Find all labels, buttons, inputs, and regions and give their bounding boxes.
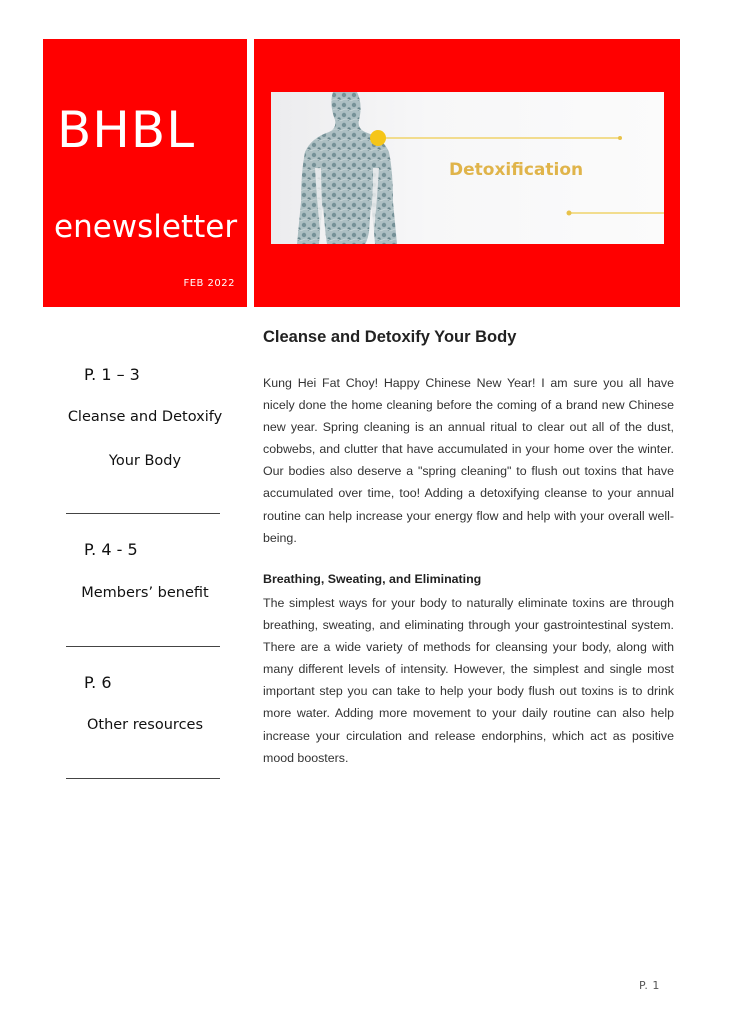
newsletter-subtitle: enewsletter <box>54 209 238 245</box>
page-number: P. 1 <box>639 979 660 992</box>
masthead-panel <box>43 39 247 307</box>
toc-title-1-line2: Your Body <box>108 453 182 469</box>
issue-date: FEB 2022 <box>183 278 235 289</box>
toc-pages-1: P. 1 – 3 <box>84 365 140 384</box>
section-heading: Breathing, Sweating, and Eliminating <box>263 572 482 586</box>
toc-divider <box>66 646 220 647</box>
detoxification-label: Detoxification <box>449 160 584 180</box>
toc-divider <box>66 513 220 514</box>
article-intro-paragraph: Kung Hei Fat Choy! Happy Chinese New Year! I am sure you all have nicely done the home cleaning before the coming of a brand new Chinese new year. Spring cleaning is an annual ritual to clear out all of the dust, cobwebs, and clutter that have accumulated in your home over the winter. Our bodies also deserve a "spring cleaning" to flush out toxins that have accumulated over time, too! Adding a detoxifying cleanse to your annual routine can help increase your energy flow and help with your overall well-being. <box>263 376 674 545</box>
section-body-paragraph: The simplest ways for your body to naturally eliminate toxins are through breathing, sweating, and eliminating through your gastrointestinal system. There are a wide variety of methods for cleansing your body, along with many different levels of intensity. However, the simplest and single most important step you can take to help your body flush out toxins is to drink more water. Adding more movement to your daily routine can also help increase your circulation and release endorphins, which act as positive mood boosters. <box>263 596 674 765</box>
toc-divider <box>66 778 220 779</box>
hero-image <box>271 92 664 244</box>
banner-panel <box>254 39 680 307</box>
toc-title-3: Other resources <box>86 717 204 733</box>
toc-pages-3: P. 6 <box>84 673 112 692</box>
article-title: Cleanse and Detoxify Your Body <box>263 328 517 346</box>
newsletter-title: BHBL <box>57 101 196 159</box>
toc-title-2: Members’ benefit <box>81 585 209 601</box>
article <box>263 328 674 765</box>
toc-pages-2: P. 4 - 5 <box>84 540 138 559</box>
toc-title-1-line1: Cleanse and Detoxify <box>67 409 223 425</box>
